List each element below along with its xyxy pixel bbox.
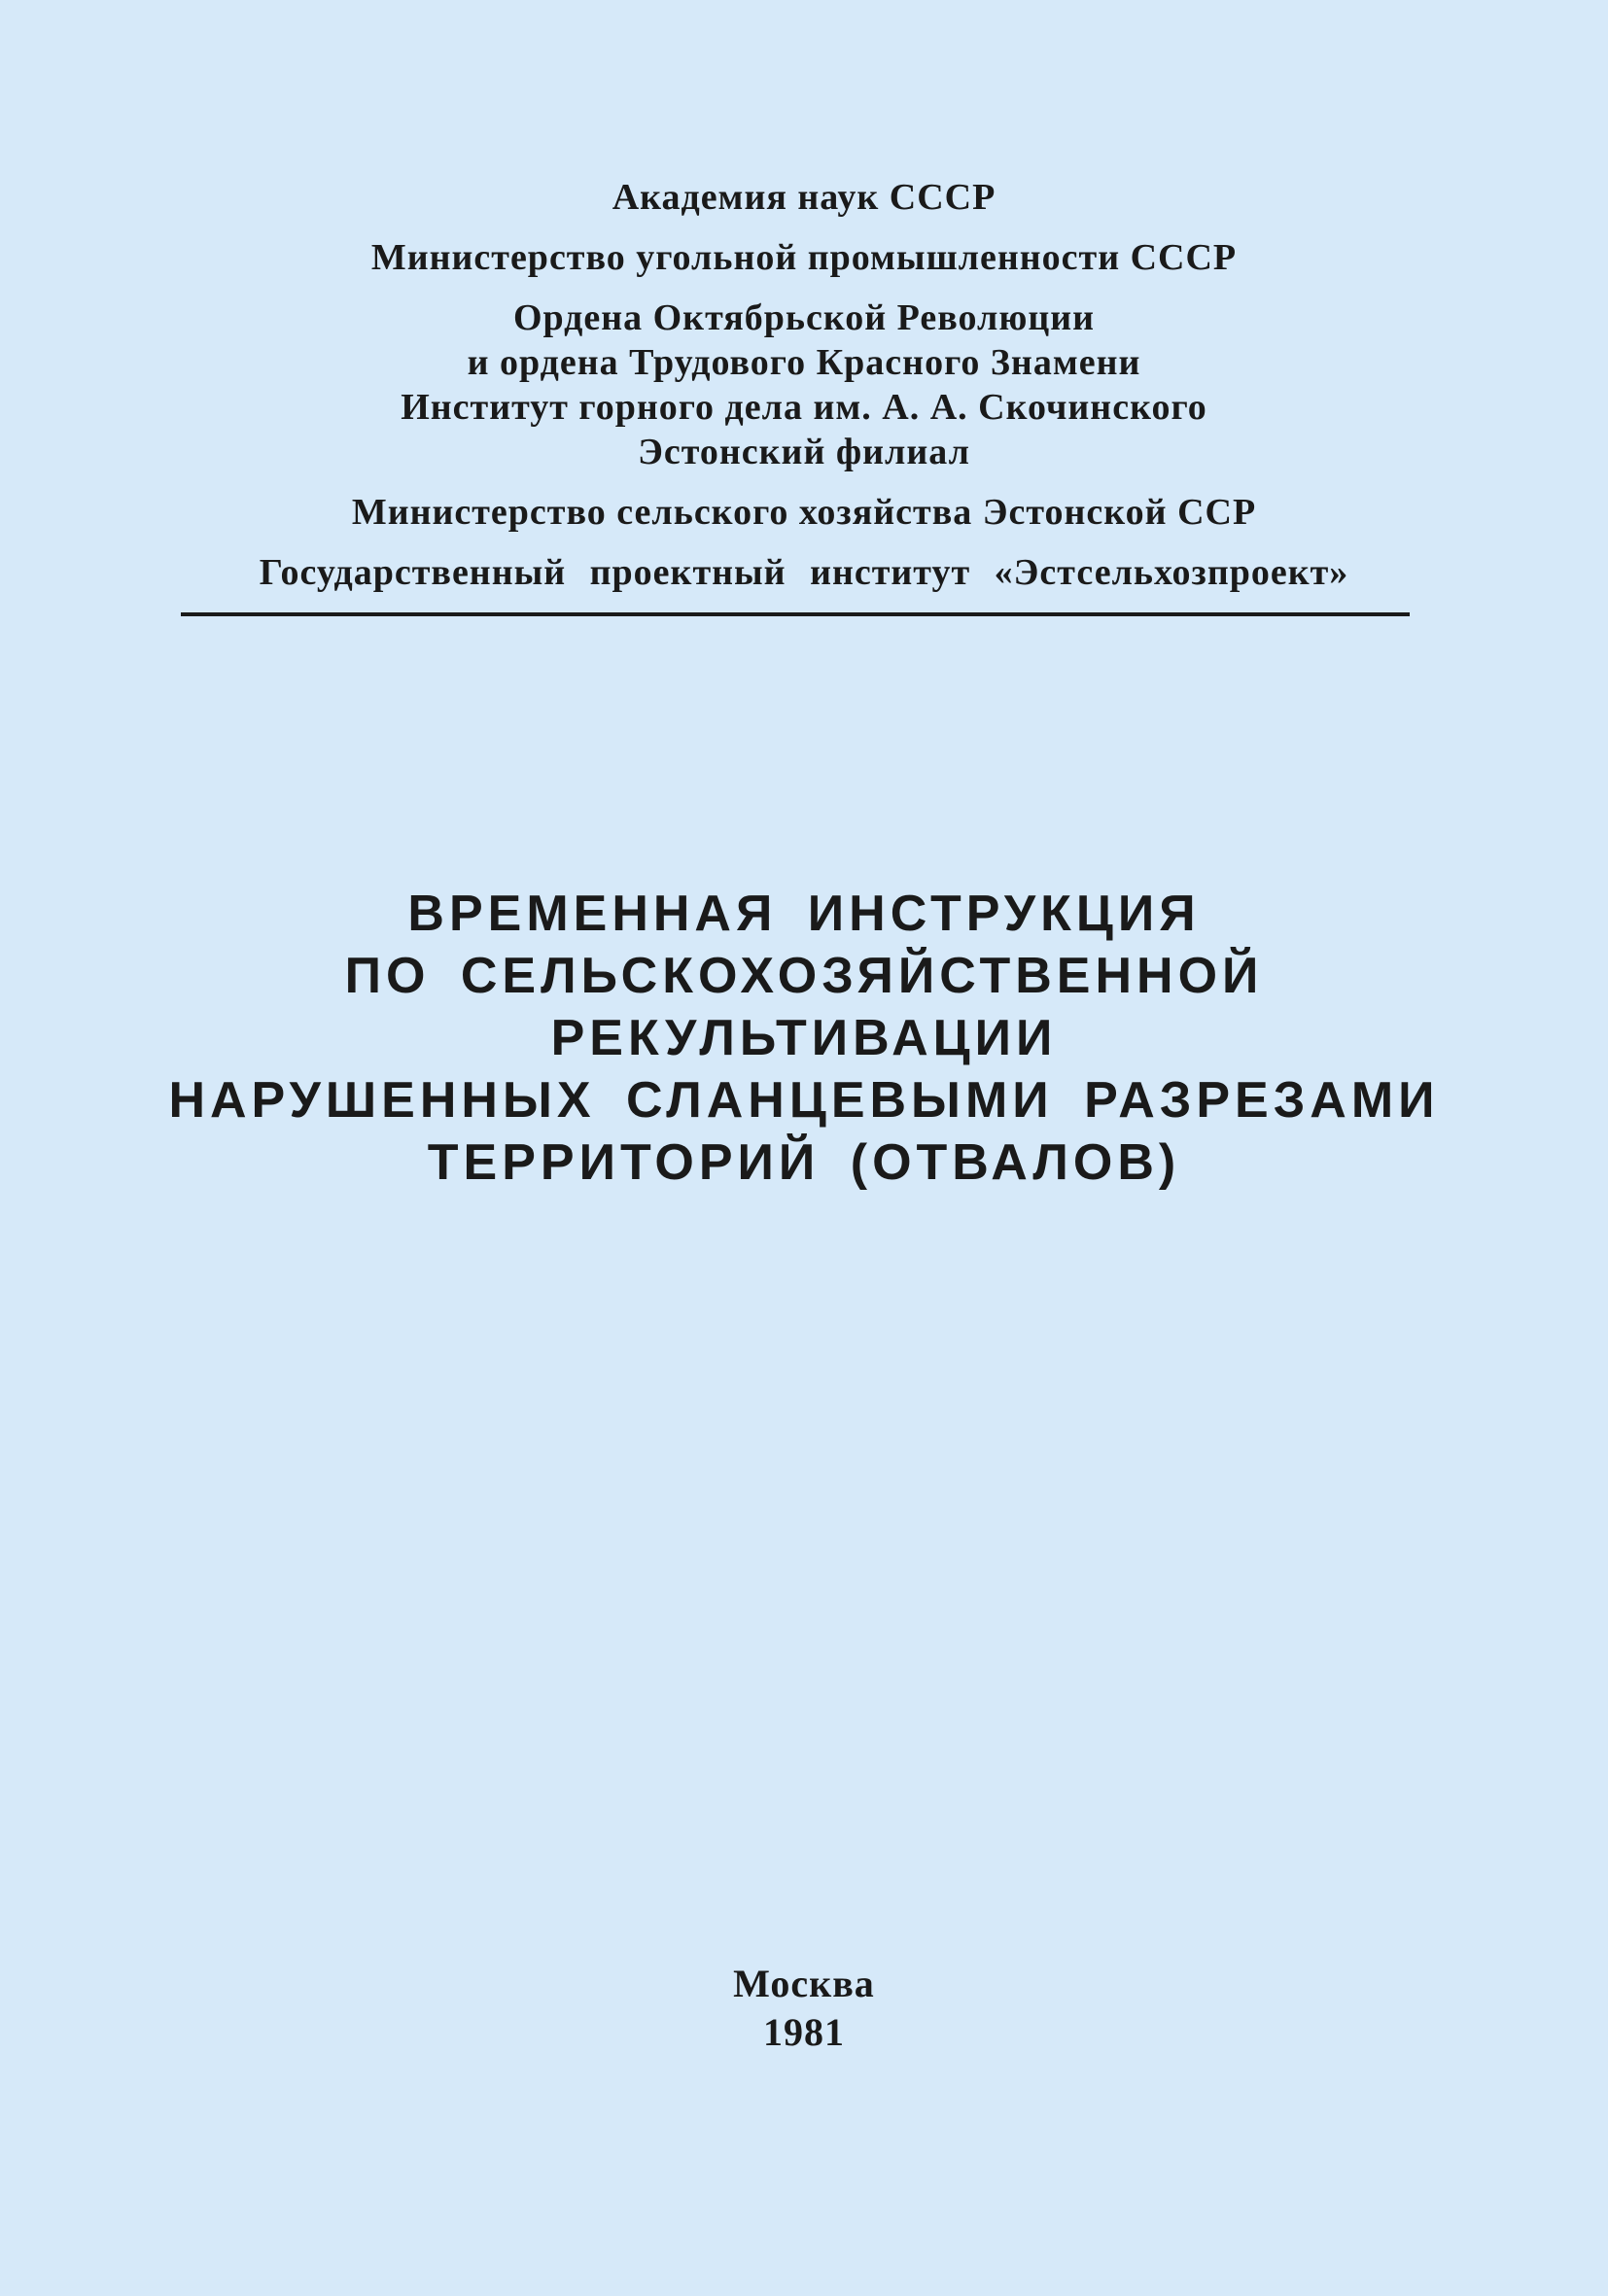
org-mining-institute: Институт горного дела им. А. А. Скочинского: [401, 387, 1207, 428]
document-title: [0, 883, 1608, 1194]
org-agriculture-ministry: Министерство сельского хозяйства Эстонской ССР: [351, 492, 1257, 533]
title-line: НАРУШЕННЫХ СЛАНЦЕВЫМИ РАЗРЕЗАМИ: [168, 1072, 1440, 1129]
title-line: ТЕРРИТОРИЙ (ОТВАЛОВ): [427, 1134, 1181, 1191]
header-divider: [181, 612, 1410, 616]
title-line: РЕКУЛЬТИВАЦИИ: [550, 1010, 1058, 1066]
org-academy-of-sciences: Академия наук СССР: [612, 177, 996, 218]
title-line: ПО СЕЛЬСКОХОЗЯЙСТВЕННОЙ: [344, 948, 1264, 1004]
imprint: [0, 1960, 1608, 2057]
org-order-line-1: Ордена Октябрьской Революции: [512, 297, 1096, 338]
issuing-organizations: [0, 175, 1608, 595]
publication-city: Москва: [733, 1962, 875, 2005]
publication-year: 1981: [763, 2010, 845, 2054]
org-estonian-branch: Эстонский филиал: [638, 432, 970, 472]
org-order-line-2: и ордена Трудового Красного Знамени: [467, 342, 1141, 383]
org-coal-ministry: Министерство угольной промышленности СССР: [370, 237, 1238, 278]
title-line: ВРЕМЕННАЯ ИНСТРУКЦИЯ: [407, 886, 1201, 942]
org-design-institute: Государственный проектный институт «Эстсельхозпроект»: [259, 552, 1349, 593]
